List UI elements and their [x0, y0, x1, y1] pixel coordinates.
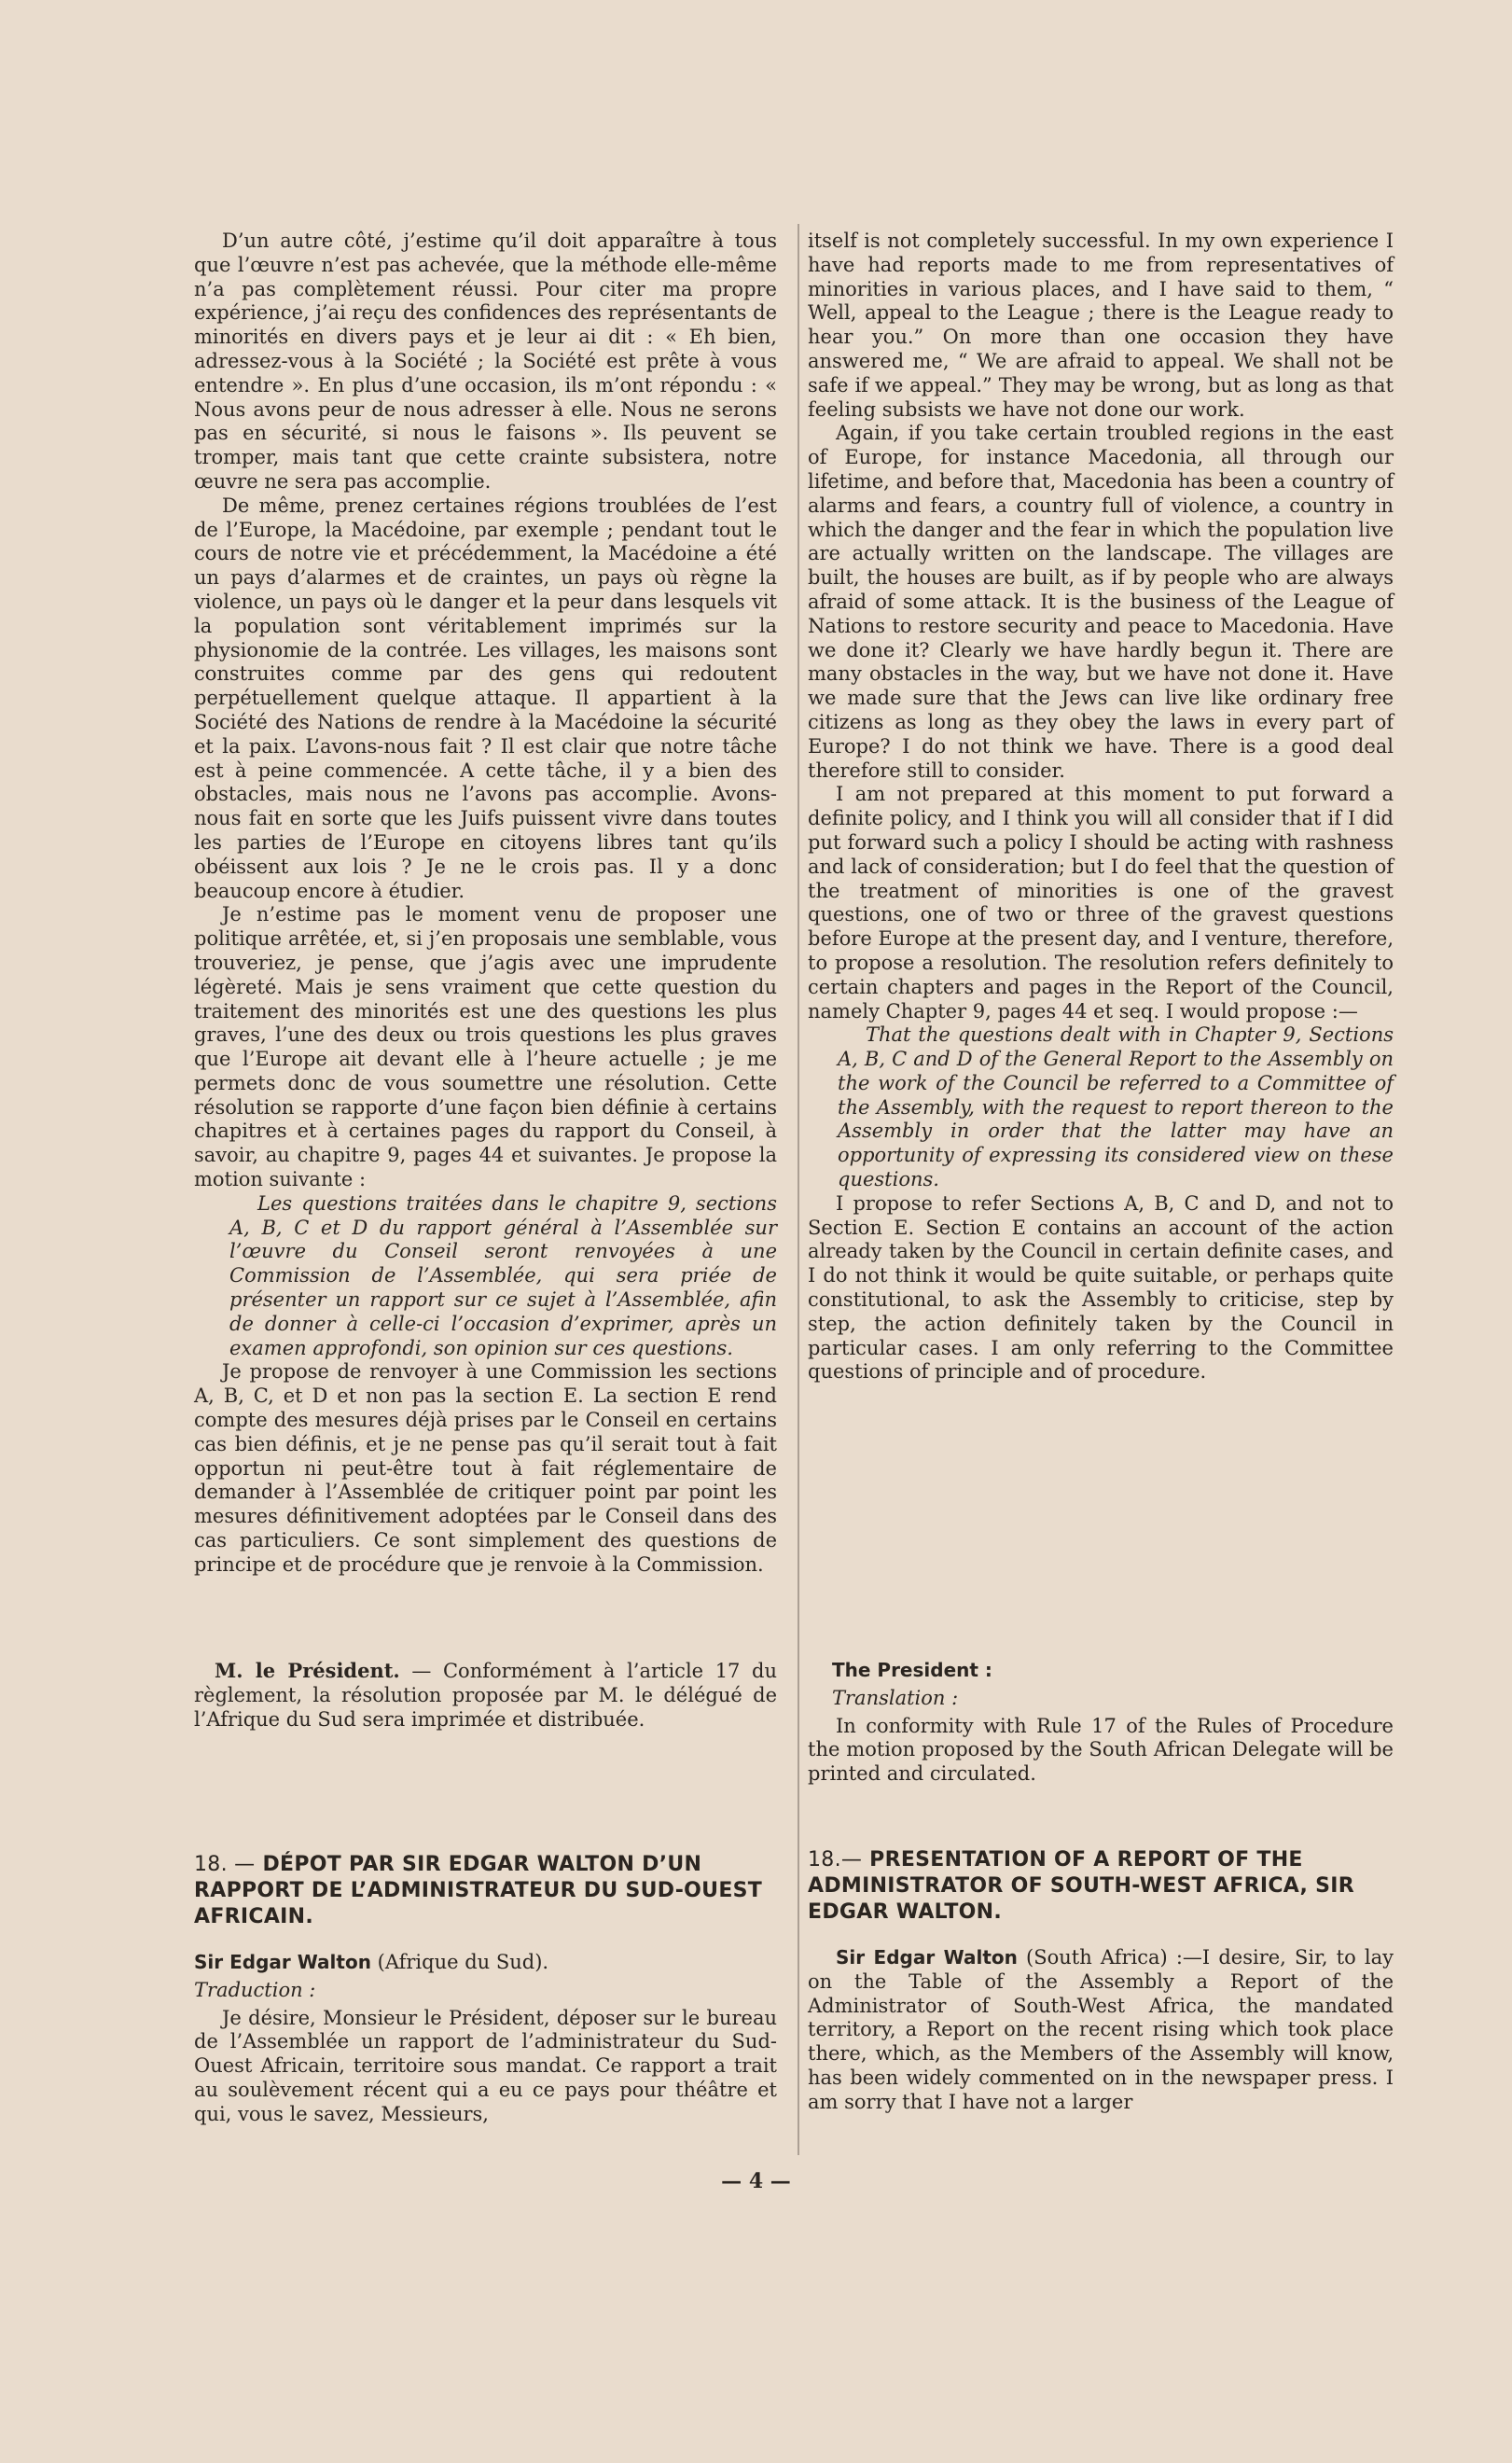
page-number: — 4 — — [721, 2169, 791, 2193]
fr-president-block — [194, 1659, 777, 1732]
en-walton-speaker: Sir Edgar Walton — [836, 1946, 1018, 1969]
en-section-18 — [808, 1847, 1394, 2115]
fr-section-number: 18. — — [194, 1853, 256, 1876]
en-paragraph-4: I propose to refer Sections A, B, C and D, and not to Section E. Section E contains an account of the action already taken by the Council in certain definite cases, and I do not think it would be quite suitable, or perhaps quite constitutional, to ask the Assembly to criticise, step by step, the action definitely taken by the Council in particular cases. I am only referring to the Committee questions of principle and of procedure. — [808, 1191, 1394, 1384]
en-paragraph-1: itself is not completely successful. In my own experience I have had reports made to me from representatives of minorities in various places, and I have said to them, “ Well, appeal to the League ; there is the League ready to hear you.” On more than one occasion they have answered me, “ We are afraid to appeal. We shall not be safe if we appeal.” They may be wrong, but as long as that feeling subsists we have not done our work. — [808, 230, 1394, 421]
fr-walton-text: Je désire, Monsieur le Président, déposer sur le bureau de l’Assemblée un rapport de l’administrateur du Sud-Ouest Africain, territoire sous mandat. Ce rapport a trait au soulèvement récent qui a eu ce pays pour théâtre et qui, vous le savez, Messieurs, — [194, 2006, 777, 2125]
en-president-speaker: The President : — [832, 1659, 992, 1681]
french-column-top — [194, 230, 777, 1578]
fr-paragraph-4: Je propose de renvoyer à une Commission les sections A, B, C, et D et non pas la section E. La section E rend compte des mesures déjà prises par le Conseil en certains cas bien définis, et je ne pense pas qu’il serait tout à fait opportun ni peut-être tout à fait réglementaire de demander à l’Assemblée de critiquer point par point les mesures définitivement adoptées par le Conseil dans des cas particuliers. Ce sont simplement des questions de principe et de procédure que je renvoie à la Commission. — [194, 1360, 777, 1576]
en-section-heading — [808, 1847, 1394, 1926]
fr-section-18 — [194, 1852, 777, 2127]
en-resolution-quote: That the questions dealt with in Chapter 9, Sections A, B, C and D of the General Report to the Assembly on the work of the Council be referred to a Committee of the Assembly, with the request to report thereon to the Assembly in order that the latter may have an opportunity of expressing its considered view on these questions. — [838, 1023, 1394, 1191]
fr-translation-label: Traduction : — [194, 1978, 316, 2001]
en-paragraph-3: I am not prepared at this moment to put forward a definite policy, and I think you will all consider that if I did put forward such a policy I should be acting with rashness and lack of consideration; but I do feel that the question of the treatment of minorities is one of the gravest questions, one of two or three of the gravest questions before Europe at the present day, and I venture, therefore, to propose a resolution. The resolution refers definitely to certain chapters and pages in the Report of the Council, namely Chapter 9, pages 44 et seq. I would propose :— — [808, 783, 1394, 1023]
en-section-number: 18.— — [808, 1848, 863, 1872]
fr-resolution-quote: Les questions traitées dans le chapitre 9, sections A, B, C et D du rapport général à l’Assemblée sur l’œuvre du Conseil seront renvoyées à une Commission de l’Assemblée, qui sera priée de présenter un rapport sur ce sujet à l’Assemblée, afin de donner à celle-ci l’occasion d’exprimer, après un examen approfondi, son opinion sur ces questions. — [229, 1191, 777, 1359]
fr-president-speaker: M. le Président. — [215, 1659, 400, 1682]
fr-paragraph-3: Je n’estime pas le moment venu de proposer une politique arrêtée, et, si j’en proposais une semblable, vous trouveriez, je pense, que j’agis avec une imprudente légèreté. Mais je sens vraiment que cette question du traitement des minorités est une des questions les plus graves, l’une des deux ou trois questions les plus graves que l’Europe ait devant elle à l’heure actuelle ; je me permets donc de vous soumettre une résolution. Cette résolution se rapporte d’une façon bien définie à certains chapitres et à certaines pages du rapport du Conseil, à savoir, au chapitre 9, pages 44 et suivantes. Je propose la motion suivante : — [194, 903, 777, 1191]
en-section-title: PRESENTATION OF A REPORT OF THE ADMINISTRATOR OF SOUTH-WEST AFRICA, SIR EDGAR WALTON. — [808, 1848, 1354, 1924]
en-paragraph-2: Again, if you take certain troubled regions in the east of Europe, for instance Macedonia, all through our lifetime, and before that, Macedonia has been a country of alarms and fears, a country full of violence, a country in which the danger and the fear in which the population live are actually written on the landscape. The villages are built, the houses are built, as if by people who are always afraid of some attack. It is the business of the League of Nations to restore security and peace to Macedonia. Have we done it? Clearly we have hardly begun it. There are many obstacles in the way, but we have not done it. Have we made sure that the Jews can live like ordinary free citizens as long as they obey the laws in every part of Europe? I do not think we have. There is a good deal therefore still to consider. — [808, 422, 1394, 782]
fr-section-title: DÉPOT PAR SIR EDGAR WALTON D’UN RAPPORT DE L’ADMINISTRATEUR DU SUD-OUEST AFRICAIN. — [194, 1853, 763, 1928]
fr-walton-speaker: Sir Edgar Walton — [194, 1951, 371, 1973]
fr-paragraph-1: D’un autre côté, j’estime qu’il doit apparaître à tous que l’œuvre n’est pas achevée, que la méthode elle-même n’a pas complètement réussi. Pour citer ma propre expérience, j’ai reçu des confidences des représentants de minorités en divers pays et je leur ai dit : « Eh bien, adressez-vous à la Société ; la Société est prête à vous entendre ». En plus d’une occasion, ils m’ont répondu : « Nous avons peur de nous adresser à elle. Nous ne serons pas en sécurité, si nous le faisons ». Ils peuvent se tromper, mais tant que cette crainte subsistera, notre œuvre ne sera pas accomplie. — [194, 230, 777, 493]
english-column-top — [808, 230, 1394, 1385]
column-divider — [798, 224, 799, 2155]
fr-walton-country: (Afrique du Sud). — [370, 1951, 549, 1973]
en-translation-label: Translation : — [832, 1686, 959, 1709]
fr-president-text: — Conformément à l’article 17 du règlement, la résolution proposée par M. le délégué de l’Afrique du Sud sera imprimée et distribuée. — [194, 1660, 778, 1731]
en-walton-text: (South Africa) :—I desire, Sir, to lay on the Table of the Assembly a Report of the Administrator of South-West Africa, the mandated territory, a Report on the recent rising which took place there, which, as the Members of the Assembly will know, has been widely commented on in the newspaper press. I am sorry that I have not a larger — [808, 1946, 1394, 2113]
en-president-block — [808, 1659, 1394, 1787]
fr-paragraph-2: De même, prenez certaines régions troublées de l’est de l’Europe, la Macédoine, par exemple ; pendant tout le cours de notre vie et précédemment, la Macédoine a été un pays d’alarmes et de craintes, un pays où règne la violence, un pays où le danger et la peur dans lesquels vit la population sont véritablement imprimés sur la physionomie de la contrée. Les villages, les maisons sont construites comme par des gens qui redoutent perpétuellement quelque attaque. Il appartient à la Société des Nations de rendre à la Macédoine la sécurité et la paix. L’avons-nous fait ? Il est clair que notre tâche est à peine commencée. A cette tâche, il y a bien des obstacles, mais nous ne l’avons pas accomplie. Avons-nous fait en sorte que les Juifs puissent vivre dans toutes les parties de l’Europe en citoyens libres tant qu’ils obéissent aux lois ? Je ne le crois pas. Il y a donc beaucoup encore à étudier. — [194, 494, 777, 902]
fr-section-heading — [194, 1852, 777, 1930]
en-president-text: In conformity with Rule 17 of the Rules of Procedure the motion proposed by the South African Delegate will be printed and circulated. — [808, 1714, 1394, 1786]
